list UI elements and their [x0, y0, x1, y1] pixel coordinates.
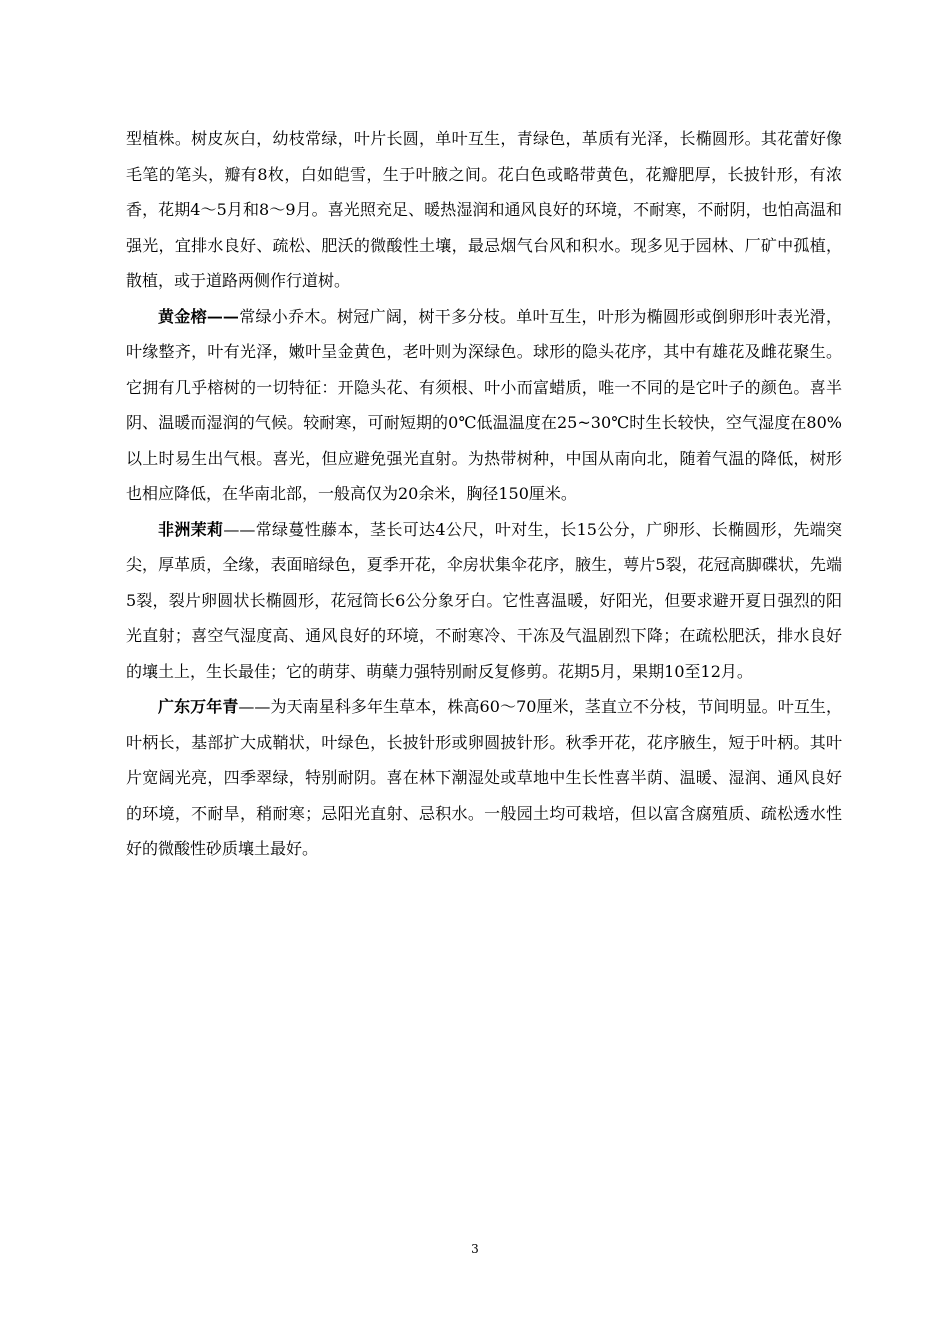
paragraph-african-jasmine [126, 512, 842, 690]
plant-name-heading: 黄金榕—— [158, 306, 239, 326]
paragraph-text: 常绿小乔木。树冠广阔，树干多分枝。单叶互生，叶形为椭圆形或倒卵形叶表光滑，叶缘整齐，叶有光泽，嫩叶呈金黄色，老叶则为深绿色。球形的隐头花序，其中有雄花及雌花聚生。它拥有几乎榕树的一切特征：开隐头花、有须根、叶小而富蜡质，唯一不同的是它叶子的颜色。喜半阴、温暖而湿润的气候。较耐寒，可耐短期的0℃低温温度在25~30℃时生长较快，空气湿度在80%以上时易生出气根。喜光，但应避免强光直射。为热带树种，中国从南向北，随着气温的降低，树形也相应降低，在华南北部，一般高仅为20余米，胸径150厘米。 [126, 306, 842, 503]
plant-name-heading: 广东万年青 [158, 697, 239, 716]
paragraph-text: 型植株。树皮灰白，幼枝常绿，叶片长圆，单叶互生，青绿色，革质有光泽，长椭圆形。其花蕾好像毛笔的笔头，瓣有8枚，白如皑雪，生于叶腋之间。花白色或略带黄色，花瓣肥厚，长披针形，有浓香，花期4～5月和8～9月。喜光照充足、暖热湿润和通风良好的环境，不耐寒，不耐阴，也怕高温和强光，宜排水良好、疏松、肥沃的微酸性土壤，最忌烟气台风和积水。现多见于园林、厂矿中孤植，散植，或于道路两侧作行道树。 [126, 129, 842, 290]
paragraph-text: ——常绿蔓性藤本，茎长可达4公尺，叶对生，长15公分，广卵形、长椭圆形，先端突尖，厚革质，全缘，表面暗绿色，夏季开花，伞房状集伞花序，腋生，萼片5裂，花冠高脚碟状，先端5裂，裂片卵圆状长椭圆形，花冠筒长6公分象牙白。它性喜温暖，好阳光，但要求避开夏日强烈的阳光直射；喜空气湿度高、通风良好的环境，不耐寒冷、干冻及气温剧烈下降；在疏松肥沃，排水良好的壤土上，生长最佳；它的萌芽、萌蘖力强特别耐反复修剪。花期5月，果期10至12月。 [126, 519, 842, 681]
paragraph-magnolia-continued [126, 121, 842, 299]
page-number: 3 [471, 1242, 479, 1256]
document-body [126, 121, 842, 867]
paragraph-text: ——为天南星科多年生草本，株高60～70厘米，茎直立不分枝，节间明显。叶互生，叶柄长，基部扩大成鞘状，叶绿色，长披针形或卵圆披针形。秋季开花，花序腋生，短于叶柄。其叶片宽阔光亮，四季翠绿，特别耐阴。喜在林下潮湿处或草地中生长性喜半荫、温暖、湿润、通风良好的环境，不耐旱，稍耐寒；忌阳光直射、忌积水。一般园土均可栽培，但以富含腐殖质、疏松透水性好的微酸性砂质壤土最好。 [126, 697, 842, 858]
paragraph-golden-banyan [126, 299, 842, 512]
paragraph-chinese-evergreen [126, 689, 842, 867]
plant-name-heading: 非洲茉莉 [158, 519, 224, 539]
